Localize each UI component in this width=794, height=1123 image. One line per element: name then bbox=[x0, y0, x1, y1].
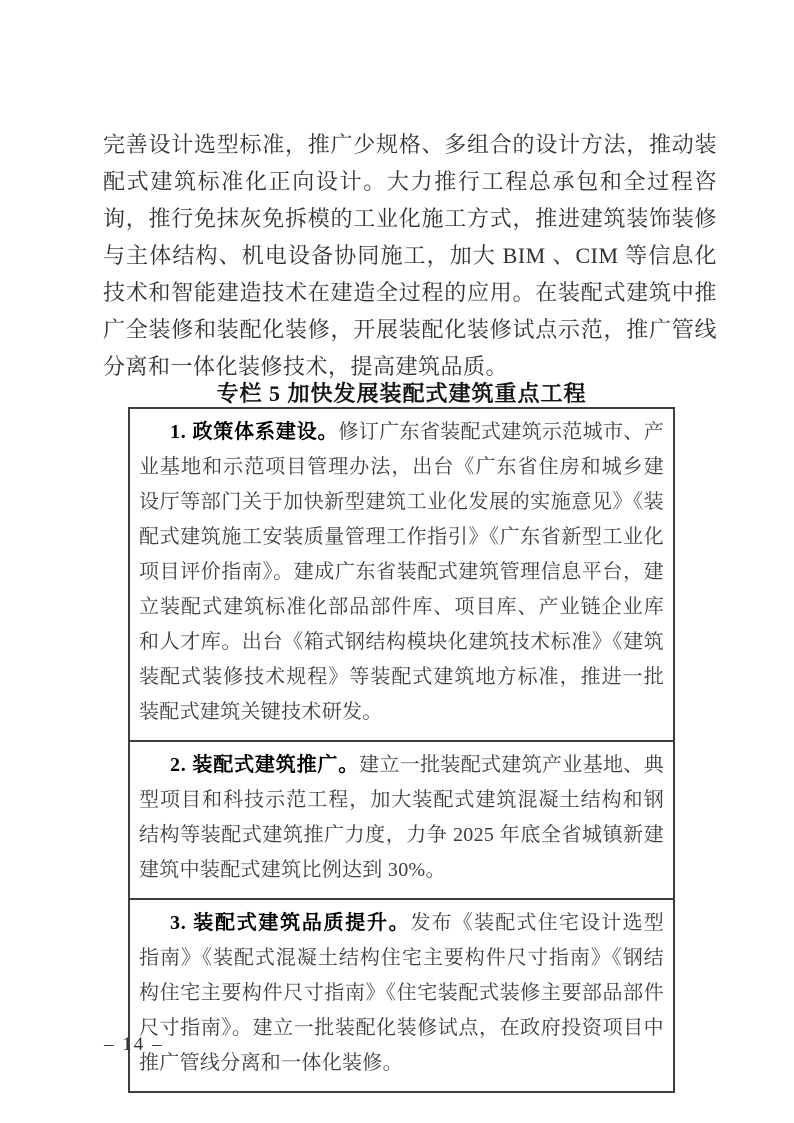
panel-section-promotion bbox=[130, 740, 673, 898]
panel-section-body: 发布《装配式住宅设计选型指南》《装配式混凝土结构住宅主要构件尺寸指南》《钢结构住宅主要构件尺寸指南》《住宅装配式装修主要部品部件尺寸指南》。建立一批装配化装修试点，在政府投资项目中推广管线分离和一体化装修。 bbox=[139, 912, 664, 1074]
intro-paragraph: 完善设计选型标准，推广少规格、多组合的设计方法，推动装配式建筑标准化正向设计。大力推行工程总承包和全过程咨询，推行免抹灰免拆模的工业化施工方式，推进建筑装饰装修与主体结构、机电设备协同施工，加大 BIM 、CIM 等信息化技术和智能建造技术在建造全过程的应用。在装配式建筑中推广全装修和装配化装修，开展装配化装修试点示范，推广管线分离和一体化装修技术，提高建筑品质。 bbox=[103, 132, 717, 379]
panel-section-policy-system bbox=[130, 409, 673, 740]
panel-section-quality bbox=[130, 898, 673, 1091]
panel-section-body: 建立一批装配式建筑产业基地、典型项目和科技示范工程，加大装配式建筑混凝土结构和钢结构等装配式建筑推广力度，力争 2025 年底全省城镇新建建筑中装配式建筑比例达到 30%。 bbox=[139, 754, 664, 881]
page-number: – 14 – bbox=[104, 1034, 164, 1055]
panel-section-label: 2. 装配式建筑推广。 bbox=[170, 754, 360, 776]
panel-section-text bbox=[139, 748, 664, 888]
panel-section-text bbox=[139, 906, 664, 1081]
panel-section-label: 3. 装配式建筑品质提升。 bbox=[170, 912, 411, 934]
panel-section-label: 1. 政策体系建设。 bbox=[170, 421, 339, 443]
panel-title: 专栏 5 加快发展装配式建筑重点工程 bbox=[216, 381, 587, 406]
highlight-panel bbox=[128, 407, 675, 1093]
panel-section-body: 修订广东省装配式建筑示范城市、产业基地和示范项目管理办法，出台《广东省住房和城乡建设厅等部门关于加快新型建筑工业化发展的实施意见》《装配式建筑施工安装质量管理工作指引》《广东省新型工业化项目评价指南》。建成广东省装配式建筑管理信息平台，建立装配式建筑标准化部品部件库、项目库、产业链企业库和人才库。出台《箱式钢结构模块化建筑技术标准》《建筑装配式装修技术规程》等装配式建筑地方标准，推进一批装配式建筑关键技术研发。 bbox=[139, 421, 664, 723]
panel-section-text bbox=[139, 415, 664, 730]
